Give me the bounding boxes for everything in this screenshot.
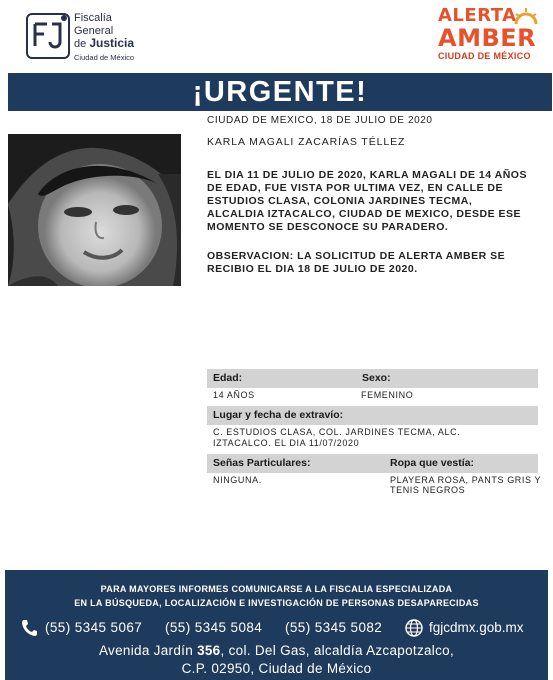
phone-row [21, 619, 541, 639]
person-name: KARLA MAGALI ZACARÍAS TÉLLEZ [207, 136, 406, 148]
marks-label: Señas Particulares: [207, 454, 387, 473]
sex-label: Sexo: [356, 369, 538, 388]
marks-value: NINGUNA. [213, 475, 262, 485]
age-label: Edad: [207, 369, 361, 388]
description-text: EL DIA 11 DE JULIO DE 2020, KARLA MAGALI DE 14 AÑOS DE EDAD, FUE VISTA POR ULTIMA VEZ, EN CALLE DE ESTUDIOS CLASA, COLONIA JARDINES TECMA, ALCALDIA IZTACALCO, CIUDAD DE MEXICO, DESDE ESE MOMENTO SE DESCONOCE SU PARADERO. [207, 169, 527, 233]
urgent-title: ¡URGENTE! [192, 75, 368, 108]
age-value: 14 AÑOS [213, 390, 255, 400]
urgent-banner [8, 73, 552, 111]
alerta-amber-logo [438, 6, 540, 66]
amber-sun-icon [512, 6, 540, 26]
fgj-logo-icon [26, 10, 70, 62]
amber-line1: ALERTA [438, 5, 517, 26]
phone-number-2[interactable]: (55) 5345 5084 [165, 620, 263, 635]
footer-line1: PARA MAYORES INFORMES COMUNICARSE A LA FISCALIA ESPECIALIZADA [100, 584, 453, 594]
observation-text: OBSERVACION: LA SOLICITUD DE ALERTA AMBER SE RECIBIO EL DIA 18 DE JULIO DE 2020. [207, 250, 506, 275]
sex-value: FEMENINO [361, 390, 414, 400]
phone-number-1[interactable]: (55) 5345 5067 [45, 620, 143, 635]
website-link[interactable]: fgjcdmx.gob.mx [429, 620, 524, 635]
address-line1: Avenida Jardín 356, col. Del Gas, alcaldía Azcapotzalco, [98, 643, 455, 658]
address-line2: C.P. 02950, Ciudad de México [181, 661, 372, 676]
dateline: CIUDAD DE MEXICO, 18 DE JULIO DE 2020 [207, 115, 433, 126]
phone-icon [21, 619, 37, 637]
place-date-label: Lugar y fecha de extravío: [207, 406, 538, 425]
clothing-value-line1: PLAYERA ROSA, PANTS GRIS Y [390, 475, 542, 485]
clothing-value-line2: TENIS NEGROS [390, 485, 466, 495]
missing-person-photo [8, 134, 181, 286]
clothing-label: Ropa que vestía: [384, 454, 538, 473]
contact-footer [5, 570, 548, 680]
place-date-value-line2: IZTACALCO. EL DIA 11/07/2020 [213, 438, 360, 448]
place-date-value-line1: C. ESTUDIOS CLASA, COL. JARDINES TECMA, ALC. [213, 427, 461, 437]
amber-line2: AMBER [438, 24, 537, 52]
globe-icon [405, 619, 423, 637]
phone-number-3[interactable]: (55) 5345 5082 [285, 620, 383, 635]
footer-line2: EN LA BÚSQUEDA, LOCALIZACIÓN E INVESTIGACIÓN DE PERSONAS DESAPARECIDAS [74, 598, 479, 608]
fgj-logo [26, 8, 166, 66]
fgj-logo-text: Fiscalía General de Justicia Ciudad de México [74, 12, 135, 62]
amber-line3: CIUDAD DE MÉXICO [438, 51, 531, 61]
